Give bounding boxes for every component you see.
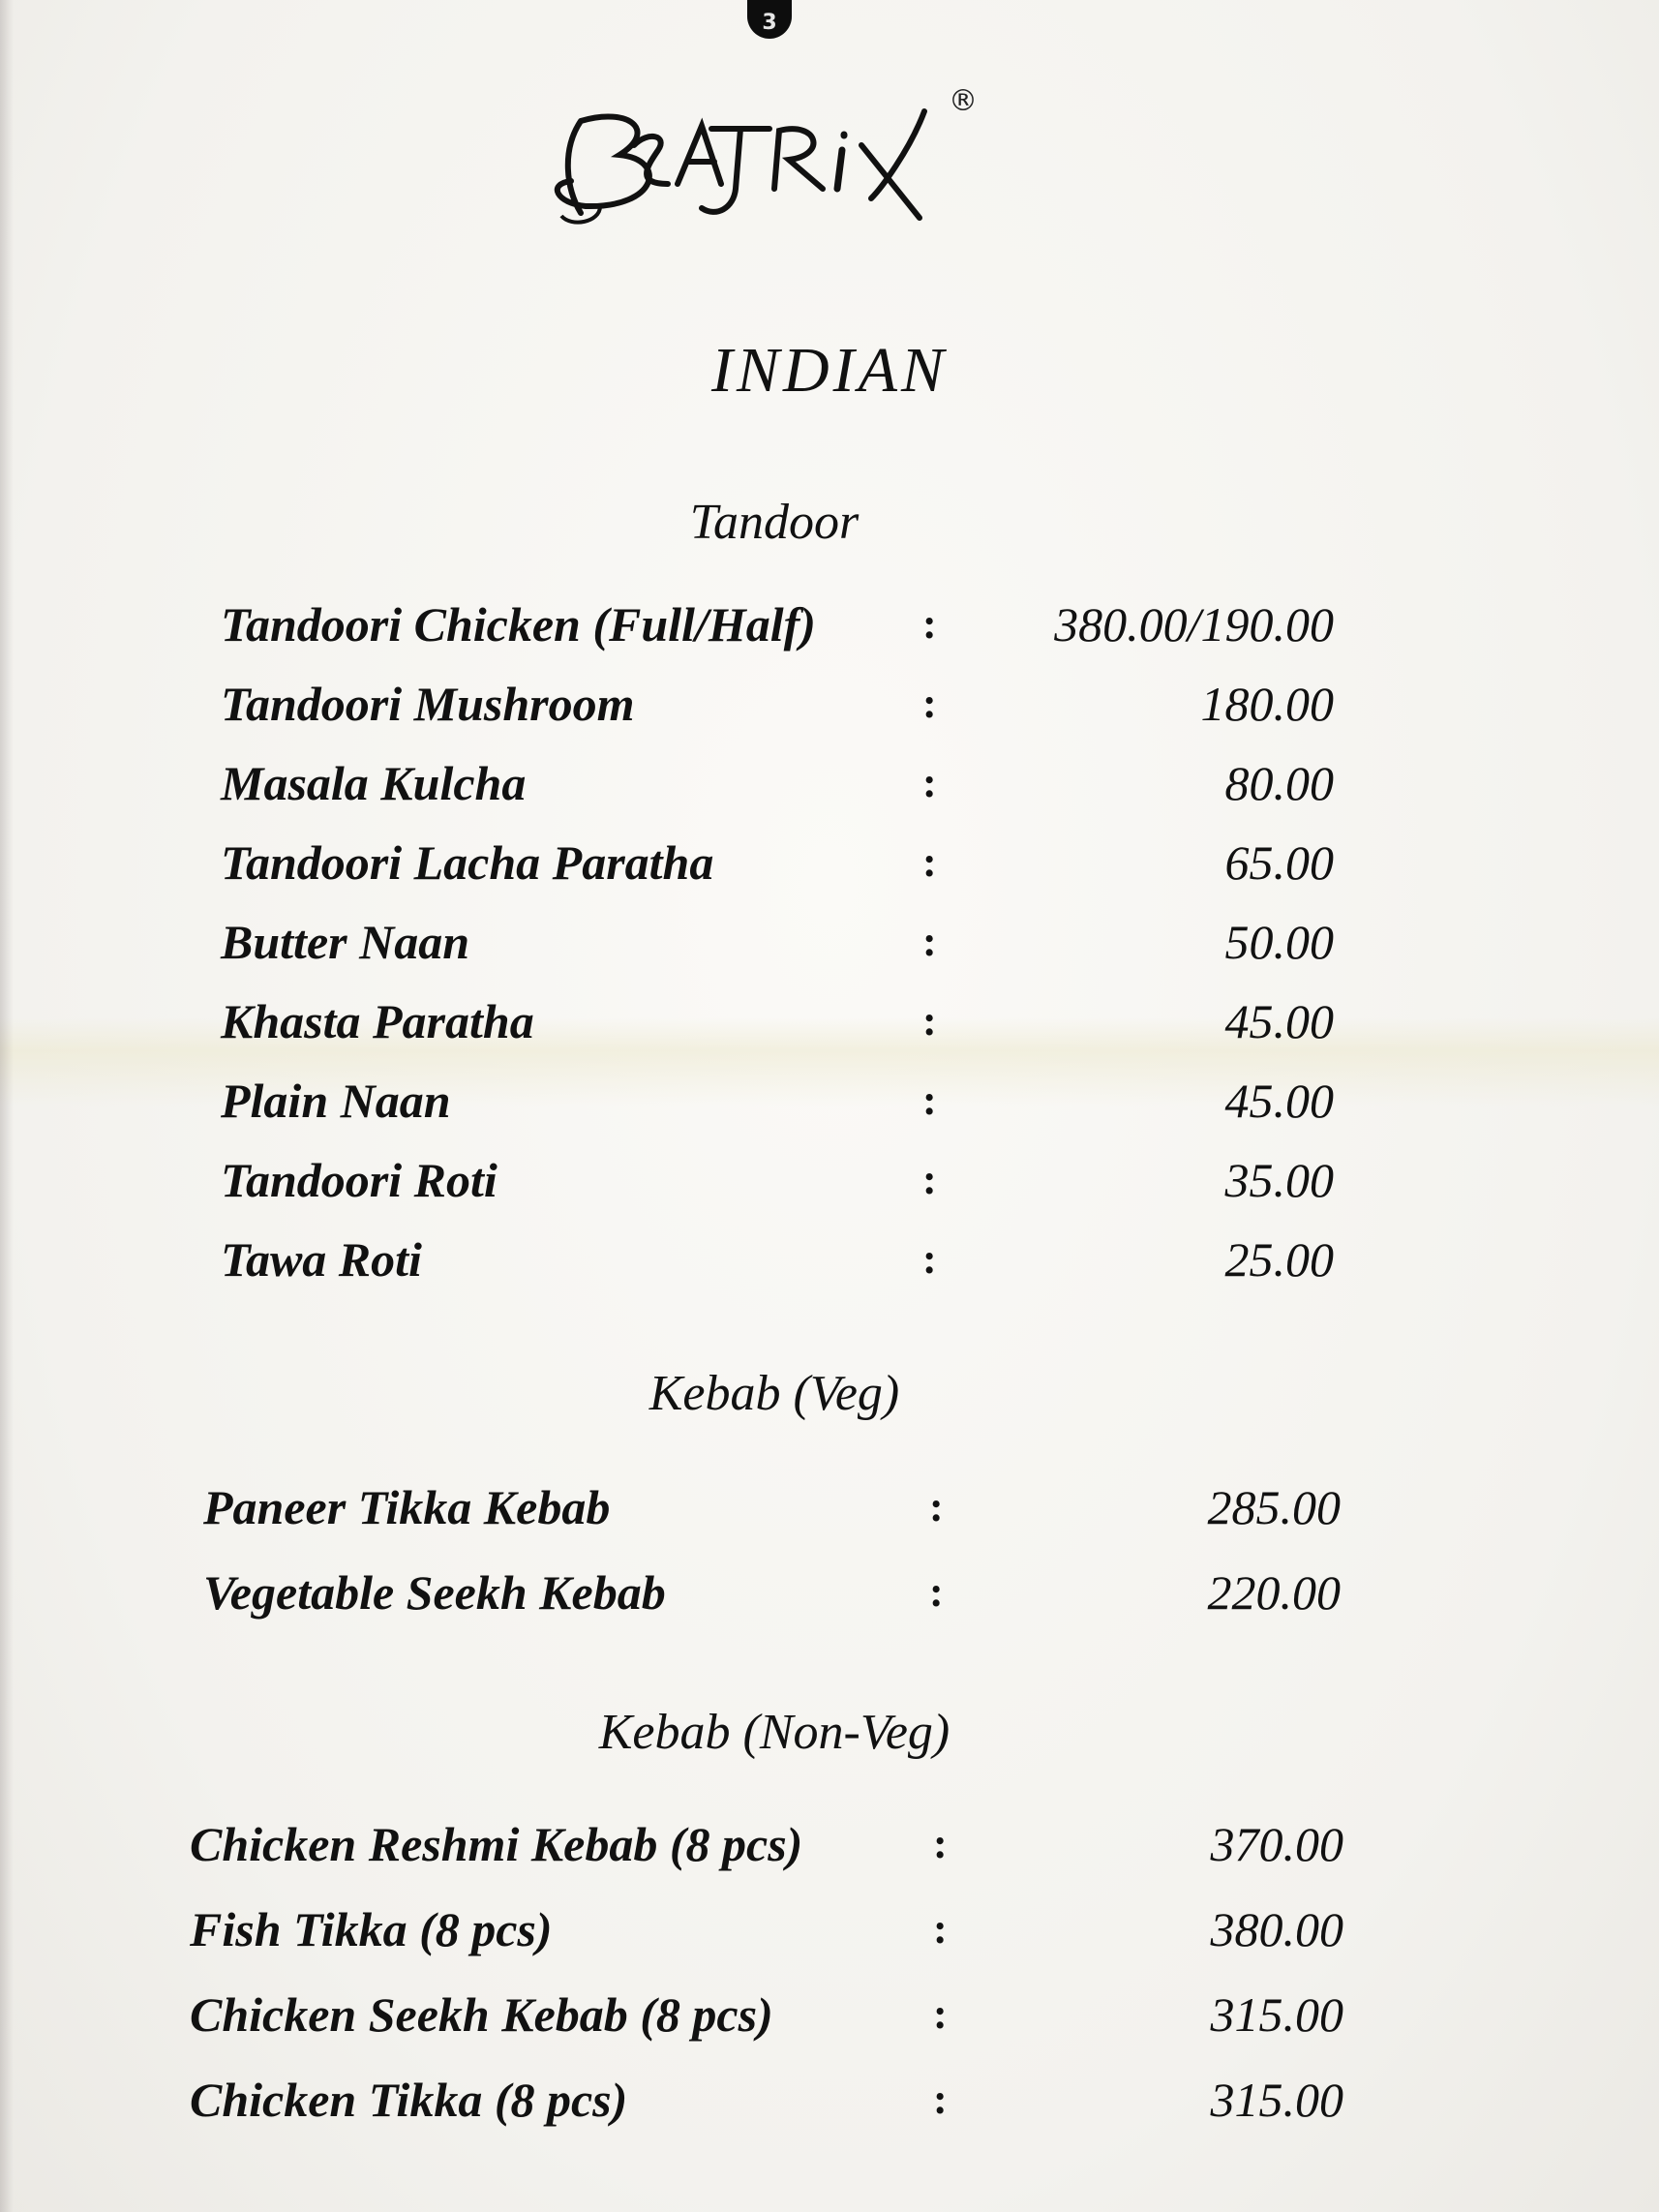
item-name: Masala Kulcha [221,756,527,810]
item-price: 25.00 [1224,1232,1334,1287]
item-separator: : [933,1990,948,2038]
item-price: 45.00 [1224,1074,1334,1128]
item-separator: : [929,1568,944,1616]
menu-title: INDIAN [711,335,948,406]
item-separator: : [922,680,937,727]
item-price: 50.00 [1224,915,1334,969]
menu-item [221,591,1334,658]
item-name: Tandoori Lacha Paratha [221,835,714,890]
item-name: Chicken Seekh Kebab (8 pcs) [190,1987,773,2042]
item-separator: : [922,997,937,1045]
item-price: 180.00 [1200,677,1334,731]
menu-item [190,1895,1343,1963]
item-separator: : [922,600,937,648]
item-separator: : [933,1905,948,1953]
page-edge-shadow [0,0,14,2212]
trademark-symbol: ® [949,84,978,118]
item-price: 315.00 [1210,2073,1343,2127]
item-name: Fish Tikka (8 pcs) [190,1902,553,1956]
item-price: 80.00 [1224,756,1334,810]
menu-item [221,908,1334,976]
item-separator: : [922,1076,937,1124]
menu-item [221,1067,1334,1135]
menu-item [221,829,1334,896]
item-name: Tandoori Mushroom [221,677,635,731]
menu-item [221,1146,1334,1214]
item-separator: : [922,759,937,806]
menu-item [190,1981,1343,2048]
item-price: 35.00 [1224,1153,1334,1207]
item-separator: : [922,838,937,886]
item-price: 380.00 [1210,1902,1343,1956]
menu-item [203,1473,1341,1541]
section-heading-tandoor: Tandoor [689,495,860,550]
item-name: Vegetable Seekh Kebab [203,1565,666,1620]
item-price: 285.00 [1207,1480,1341,1534]
brand-logo [542,84,987,237]
item-name: Plain Naan [221,1074,451,1128]
beatrix-logo-wordmark [542,92,987,237]
menu-item [221,749,1334,817]
item-name: Butter Naan [221,915,470,969]
item-separator: : [933,1820,948,1867]
item-name: Khasta Paratha [221,994,534,1048]
item-price: 220.00 [1207,1565,1341,1620]
item-price: 45.00 [1224,994,1334,1048]
menu-item [190,2066,1343,2134]
item-price: 65.00 [1224,835,1334,890]
item-name: Tandoori Roti [221,1153,498,1207]
item-separator: : [922,1235,937,1283]
menu-item [221,1226,1334,1293]
item-name: Chicken Tikka (8 pcs) [190,2073,628,2127]
menu-item [221,670,1334,738]
item-price: 380.00/190.00 [1054,597,1334,651]
item-price: 370.00 [1210,1817,1343,1871]
item-separator: : [929,1483,944,1530]
menu-item [190,1810,1343,1878]
item-name: Tandoori Chicken (Full/Half) [221,597,816,651]
item-price: 315.00 [1210,1987,1343,2042]
menu-item [221,987,1334,1055]
item-name: Paneer Tikka Kebab [203,1480,611,1534]
item-separator: : [922,918,937,965]
section-heading-kebab-non-veg: Kebab (Non-Veg) [598,1705,950,1760]
item-name: Chicken Reshmi Kebab (8 pcs) [190,1817,803,1871]
menu-item [203,1559,1341,1626]
item-name: Tawa Roti [221,1232,422,1287]
item-separator: : [933,2076,948,2123]
section-heading-kebab-veg: Kebab (Veg) [649,1366,900,1421]
item-separator: : [922,1156,937,1203]
page-number-badge: 3 [747,0,792,39]
